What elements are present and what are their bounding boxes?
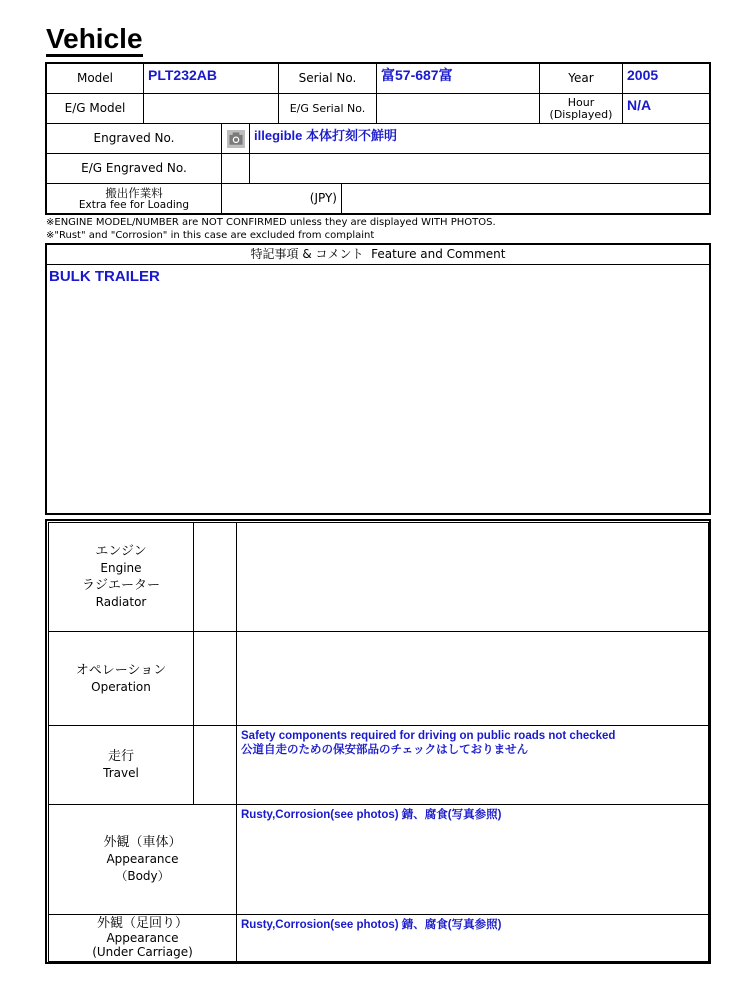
eg-serial-label: E/G Serial No. (279, 94, 377, 124)
appearance-body-label-sub: （Body） (115, 869, 170, 883)
feature-heading: 特記事項 & コメント Feature and Comment (47, 245, 709, 265)
engraved-photo-cell (222, 124, 250, 154)
feature-box (45, 243, 711, 515)
section-appearance-under (49, 915, 709, 961)
engine-label-jp: エンジン (95, 544, 147, 559)
section-travel-photo-cell (194, 726, 237, 804)
note-rust: ※"Rust" and "Corrosion" in this case are excluded from complaint (46, 230, 375, 241)
appearance-under-label-en: Appearance (106, 931, 179, 945)
fee-value (342, 184, 709, 213)
section-travel (49, 726, 709, 805)
radiator-label-jp: ラジエーター (81, 578, 160, 593)
section-operation (49, 632, 709, 726)
travel-comment-jp: 公道自走のための保安部品のチェックはしておりません (241, 744, 529, 756)
engraved-label: Engraved No. (47, 124, 222, 154)
section-engine-photo-cell (194, 523, 237, 631)
serial-value: 富57-687富 (377, 64, 540, 94)
hour-label (540, 94, 623, 124)
hour-label-line2: (Displayed) (549, 107, 613, 121)
model-label: Model (47, 64, 144, 94)
fee-label-jp: 搬出作業料 (105, 185, 163, 200)
travel-comment (241, 729, 615, 757)
hour-label-line1: Hour (567, 95, 595, 109)
appearance-body-label-jp: 外観（車体） (103, 835, 182, 850)
engine-label-en: Engine (100, 561, 142, 575)
section-operation-photo-cell (194, 632, 237, 725)
page-title: Vehicle (46, 24, 143, 57)
fee-currency: (JPY) (222, 184, 342, 213)
travel-label-en: Travel (103, 766, 139, 780)
fee-label (47, 184, 222, 213)
eg-engraved-label: E/G Engraved No. (47, 154, 222, 184)
operation-label-jp: オペレーション (75, 662, 167, 678)
year-label: Year (540, 64, 623, 94)
hour-value: N/A (623, 94, 709, 124)
eg-model-label: E/G Model (47, 94, 144, 124)
appearance-under-label-sub: (Under Carriage) (92, 945, 193, 959)
section-appearance-under-label (49, 915, 237, 961)
appearance-under-label-jp: 外観（足回り） (96, 916, 188, 931)
year-value: 2005 (623, 64, 709, 94)
eg-engraved-photo-cell (222, 154, 250, 184)
operation-label-en: Operation (91, 679, 151, 694)
travel-comment-en: Safety components required for driving on public roads not checked (241, 730, 616, 742)
engraved-value: illegible 本体打刻不鮮明 (250, 124, 709, 154)
appearance-under-comment: Rusty,Corrosion(see photos) 錆、腐食(写真参照) (241, 919, 502, 931)
eg-model-value (144, 94, 279, 124)
travel-label-jp: 走行 (107, 749, 134, 764)
eg-engraved-value (250, 154, 709, 184)
radiator-label-en: Radiator (95, 595, 147, 609)
appearance-body-label-en: Appearance (106, 852, 179, 866)
serial-label: Serial No. (279, 64, 377, 94)
section-appearance-body-label (49, 805, 237, 914)
section-engine-label (49, 523, 194, 631)
section-engine (49, 523, 709, 632)
section-travel-label (49, 726, 194, 804)
fee-label-en: Extra fee for Loading (78, 198, 190, 211)
condition-box (45, 519, 711, 964)
section-operation-label (49, 632, 194, 725)
eg-serial-value (377, 94, 540, 124)
appearance-body-comment: Rusty,Corrosion(see photos) 錆、腐食(写真参照) (241, 809, 502, 821)
feature-text: BULK TRAILER (49, 268, 160, 285)
section-appearance-body (49, 805, 709, 915)
note-engine: ※ENGINE MODEL/NUMBER are NOT CONFIRMED unless they are displayed WITH PHOTOS. (46, 217, 496, 228)
model-value: PLT232AB (144, 64, 279, 94)
vehicle-info-table (45, 62, 711, 215)
camera-icon (225, 130, 247, 148)
